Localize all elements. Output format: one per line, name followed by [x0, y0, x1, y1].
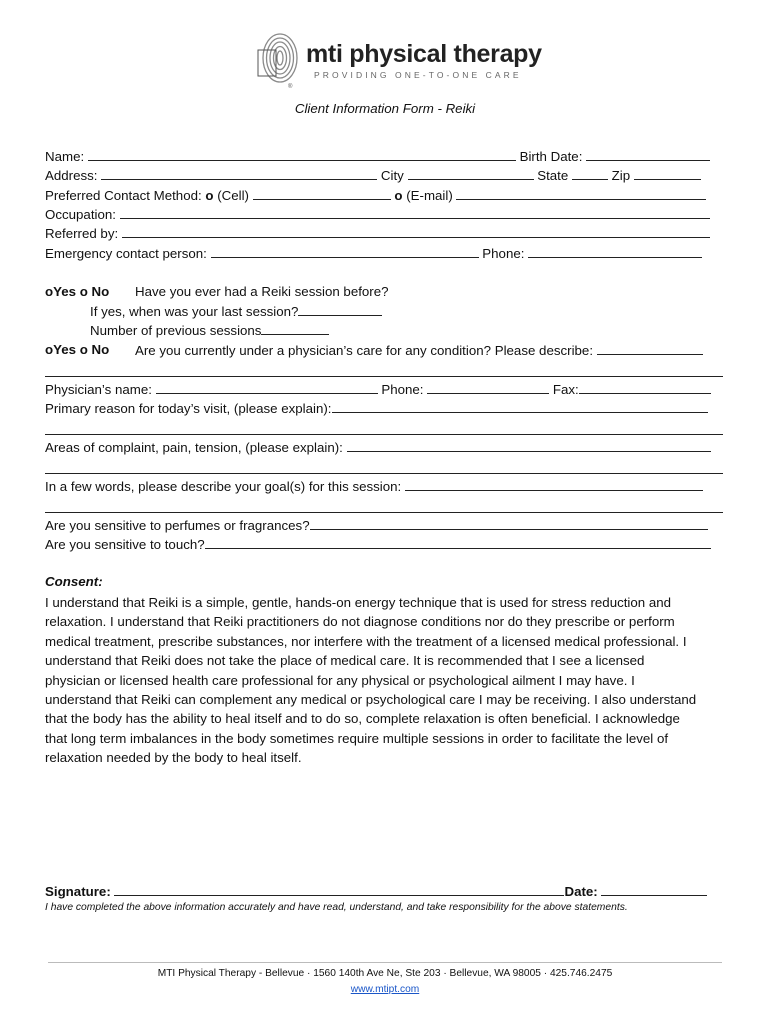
logo-tagline: PROVIDING ONE-TO-ONE CARE	[314, 70, 522, 80]
emergency-row	[45, 244, 702, 263]
fax-label: Fax:	[552, 382, 579, 397]
consent-line: understand that Reiki can complement any medical or psychological care I may be receiving. I also understand	[45, 692, 697, 708]
consent-line: that the body has the ability to heal itself and to do so, complete relaxation is often beneficial. I acknowledge	[45, 711, 680, 727]
address-field[interactable]	[101, 166, 377, 180]
city-label: City	[380, 168, 404, 183]
cell-field[interactable]	[253, 186, 391, 200]
footer-website-link[interactable]: www.mtipt.com	[350, 984, 420, 995]
preferred-contact-label: Preferred Contact Method:	[45, 188, 202, 203]
consent-body	[45, 593, 735, 768]
date-label: Date:	[564, 884, 598, 899]
emergency-contact-label: Emergency contact person:	[45, 246, 207, 261]
touch-row	[45, 535, 711, 554]
footer-address: MTI Physical Therapy - Bellevue · 1560 140th Ave Ne, Ste 203 · Bellevue, WA 98005 · 425.746.2475	[157, 968, 613, 979]
date-field[interactable]	[601, 882, 707, 896]
consent-line: physician or licensed health care professional for any physical or psychological ailment I may have. I	[45, 672, 635, 688]
areas-field[interactable]	[347, 438, 711, 452]
occupation-field[interactable]	[120, 205, 710, 219]
referred-by-row	[45, 224, 710, 243]
goals-field[interactable]	[405, 477, 703, 491]
emergency-phone-field[interactable]	[528, 244, 702, 258]
consent-line: relaxation needed by the body to heal itself.	[45, 750, 302, 766]
reiki-before-question: Have you ever had a Reiki session before?	[135, 284, 389, 299]
perfumes-label: Are you sensitive to perfumes or fragrances?	[45, 518, 310, 533]
occupation-label: Occupation:	[45, 207, 116, 222]
referred-by-label: Referred by:	[45, 226, 119, 241]
birth-date-label: Birth Date:	[519, 149, 583, 164]
last-session-field[interactable]	[298, 302, 382, 316]
goals-extra-line[interactable]	[45, 499, 723, 513]
consent-line: medical treatment, prescribe substances, nor interfere with the treatment of a licensed medical professional. I	[45, 633, 687, 649]
emergency-contact-field[interactable]	[211, 244, 479, 258]
name-label: Name:	[45, 149, 85, 164]
physician-phone-field[interactable]	[427, 380, 549, 394]
areas-extra-line[interactable]	[45, 460, 723, 474]
goals-row	[45, 477, 703, 496]
form-title: Client Information Form - Reiki	[294, 101, 476, 116]
consent-line: that long term imbalances in the body sometimes require multiple sessions in order to facilitate the level of	[45, 730, 669, 746]
birth-date-field[interactable]	[586, 147, 710, 161]
physician-name-label: Physician’s name:	[45, 382, 152, 397]
areas-label: Areas of complaint, pain, tension, (please explain):	[45, 440, 343, 455]
emergency-phone-label: Phone:	[482, 246, 525, 261]
cell-label: (Cell)	[217, 188, 249, 203]
touch-field[interactable]	[205, 535, 711, 549]
fingerprint-logo-icon	[256, 28, 300, 86]
last-session-label: If yes, when was your last session?	[90, 304, 299, 319]
previous-sessions-field[interactable]	[261, 321, 329, 335]
physician-name-field[interactable]	[156, 380, 378, 394]
last-session-row	[90, 302, 382, 321]
address-label: Address:	[45, 168, 98, 183]
referred-by-field[interactable]	[122, 224, 710, 238]
consent-heading: Consent:	[45, 574, 103, 589]
occupation-row	[45, 205, 710, 224]
physician-care-row	[135, 341, 703, 360]
signature-field[interactable]	[114, 882, 564, 896]
primary-reason-row	[45, 399, 708, 418]
email-label: (E-mail)	[406, 188, 453, 203]
state-label: State	[537, 168, 569, 183]
physician-care-yes-no[interactable]: oYes o No	[45, 342, 110, 357]
footer-divider	[48, 962, 722, 963]
previous-sessions-label: Number of previous sessions	[90, 323, 262, 338]
zip-field[interactable]	[634, 166, 701, 180]
name-field[interactable]	[88, 147, 516, 161]
contact-method-row	[45, 186, 706, 205]
physician-row	[45, 380, 711, 399]
physician-care-field[interactable]	[597, 341, 703, 355]
primary-reason-field[interactable]	[332, 399, 708, 413]
touch-label: Are you sensitive to touch?	[45, 537, 205, 552]
fax-field[interactable]	[579, 380, 711, 394]
logo-name: mti physical therapy	[306, 40, 542, 68]
signature-row	[45, 882, 707, 901]
previous-sessions-row	[90, 321, 329, 340]
zip-label: Zip	[611, 168, 631, 183]
goals-label: In a few words, please describe your goal(s) for this session:	[45, 479, 402, 494]
physician-care-question: Are you currently under a physician’s care for any condition? Please describe:	[135, 343, 594, 358]
perfumes-field[interactable]	[310, 516, 708, 530]
reiki-before-yes-no[interactable]: oYes o No	[45, 284, 110, 299]
primary-reason-extra-line[interactable]	[45, 421, 723, 435]
areas-row	[45, 438, 711, 457]
consent-line: understand that Reiki does not take the place of medical care. It is recommended that I see a licensed	[45, 653, 645, 669]
perfumes-row	[45, 516, 708, 535]
consent-line: I understand that Reiki is a simple, gentle, hands-on energy technique that is used for stress reduction and	[45, 595, 672, 610]
signature-label: Signature:	[45, 884, 111, 899]
city-field[interactable]	[408, 166, 534, 180]
address-row	[45, 166, 701, 185]
state-field[interactable]	[572, 166, 608, 180]
registered-mark: ®	[288, 84, 293, 90]
attestation-statement: I have completed the above information accurately and have read, understand, and take responsibility for the above statements.	[45, 902, 628, 913]
email-field[interactable]	[456, 186, 706, 200]
consent-line: relaxation. I understand that Reiki practitioners do not diagnose conditions nor do they prescribe or perform	[45, 614, 675, 630]
primary-reason-label: Primary reason for today’s visit, (please explain):	[45, 401, 332, 416]
name-row	[45, 147, 710, 166]
cell-option-checkbox[interactable]: o	[205, 188, 214, 203]
email-option-checkbox[interactable]: o	[394, 188, 403, 203]
physician-care-extra-line[interactable]	[45, 363, 723, 377]
physician-phone-label: Phone:	[381, 382, 424, 397]
